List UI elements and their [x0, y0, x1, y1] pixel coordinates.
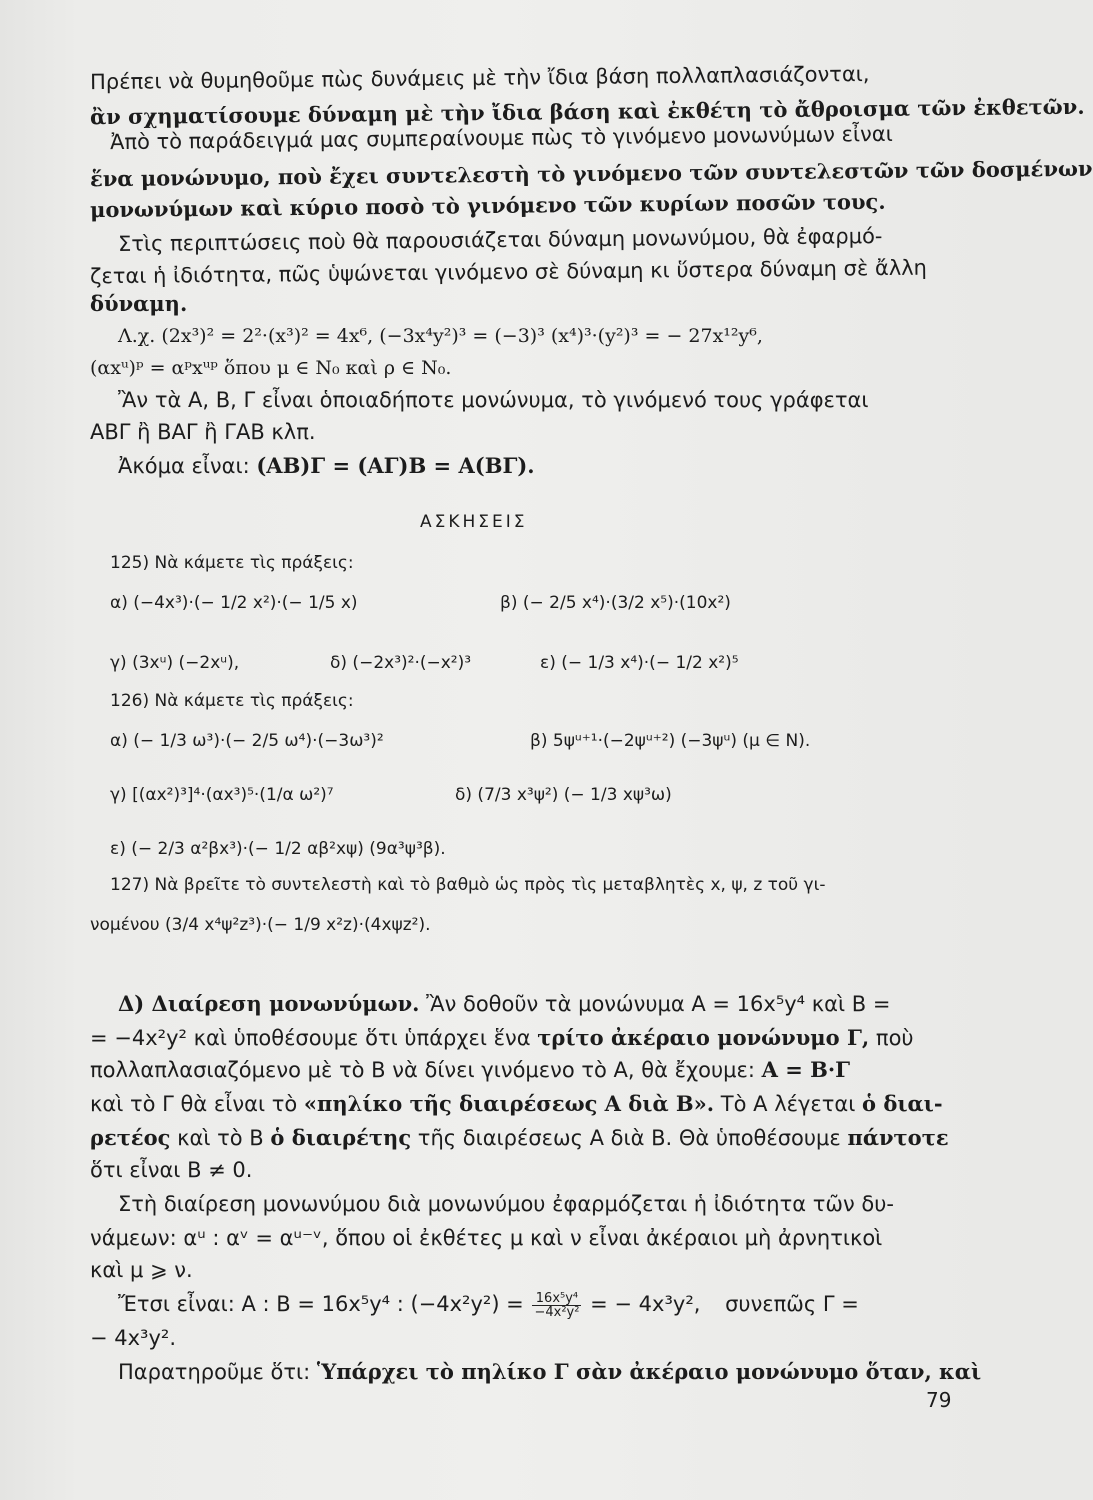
division-line-9: καὶ μ ⩾ ν. [90, 1258, 193, 1282]
intro-line-12: ΑΒΓ ἢ ΒΑΓ ἢ ΓΑΒ κλπ. [90, 420, 316, 444]
division-heading: Δ) Διαίρεση μονωνύμων. [118, 991, 420, 1016]
fraction-denominator: −4x²y² [534, 1304, 580, 1320]
division-line-12-bold: Ὑπάρχει τὸ πηλίκο Γ σὰν ἀκέραιο μονώνυμο ὅταν, καὶ [316, 1359, 982, 1384]
exercise-126-d: δ) (7/3 x³ψ²) (− 1/3 xψ³ω) [455, 785, 672, 805]
division-line-12-text: Παρατηροῦμε ὅτι: [118, 1360, 311, 1384]
exercises-heading: ΑΣΚΗΣΕΙΣ [420, 512, 528, 532]
intro-line-13-formula: (ΑΒ)Γ = (ΑΓ)Β = Α(ΒΓ). [256, 453, 535, 478]
fraction-numerator: 16x⁵y⁴ [532, 1292, 581, 1306]
division-line-4 [90, 1090, 943, 1118]
intro-line-7: ζεται ἡ ἰδιότητα, πῶς ὑψώνεται γινόμενο σὲ δύναμη κι ὕστερα δύναμη σὲ ἄλλη [89, 255, 928, 289]
intro-line-5: μονωνύμων καὶ κύριο ποσὸ τὸ γινόμενο τῶν κυρίων ποσῶν τους. [89, 188, 886, 223]
division-line-5-bold-2: ὁ διαιρέτης [270, 1125, 412, 1150]
division-line-7: Στὴ διαίρεση μονωνύμου διὰ μονωνύμου ἐφαρμόζεται ἡ ἰδιότητα τῶν δυ- [118, 1192, 894, 1216]
division-line-1-text: Ἂν δοθοῦν τὰ μονώνυμα Α = 16x⁵y⁴ καὶ Β = [426, 992, 891, 1016]
intro-line-11: Ἂν τὰ Α, Β, Γ εἶναι ὁποιαδήποτε μονώνυμα, τὸ γινόμενό τους γράφεται [118, 388, 869, 412]
division-line-6: ὅτι εἶναι Β ≠ 0. [90, 1158, 253, 1182]
intro-line-13 [118, 452, 535, 480]
division-fraction [532, 1292, 581, 1319]
intro-line-9: Λ.χ. (2x³)² = 2²·(x³)² = 4x⁶, (−3x⁴y²)³ = (−3)³ (x⁴)³·(y²)³ = − 27x¹²y⁶, [118, 325, 763, 347]
exercise-126-e: ε) (− 2/3 α²βx³)·(− 1/2 αβ²xψ) (9α³ψ³β). [110, 839, 446, 859]
exercise-126-c: γ) [(αx²)³]⁴·(αx³)⁵·(1/α ω²)⁷ [110, 785, 334, 805]
division-line-10-text: Ἔτσι εἶναι: Α : Β = 16x⁵y⁴ : (−4x²y²) = [118, 1292, 524, 1316]
division-line-4-bold-2: ὁ διαι- [862, 1091, 943, 1116]
division-line-5-text-2: τῆς διαιρέσεως Α διὰ Β. Θὰ ὑποθέσουμε [417, 1126, 841, 1150]
division-line-4-bold: «πηλίκο τῆς διαιρέσεως Α διὰ Β». [303, 1091, 715, 1116]
intro-line-2: ἂν σχηματίσουμε δύναμη μὲ τὴν ἴδια βάση καὶ ἐκθέτη τὸ ἄθροισμα τῶν ἐκθετῶν. [89, 93, 1085, 130]
division-line-10-end: συνεπῶς Γ = [725, 1292, 859, 1316]
intro-line-10: (αxᵘ)ᵖ = αᵖxᵘᵖ ὅπου μ ∈ N₀ καὶ ρ ∈ N₀. [90, 357, 452, 379]
exercise-126-b: β) 5ψᵘ⁺¹·(−2ψᵘ⁺²) (−3ψᵘ) (μ ∈ N). [530, 731, 811, 751]
intro-line-3: Ἀπὸ τὸ παράδειγμά μας συμπεραίνουμε πὼς τὸ γινόμενο μονωνύμων εἶναι [109, 121, 893, 155]
division-line-2 [90, 1024, 914, 1052]
exercise-125-title: 125) Νὰ κάμετε τὶς πράξεις: [110, 553, 354, 573]
intro-line-6: Στὶς περιπτώσεις ποὺ θὰ παρουσιάζεται δύναμη μονωνύμου, θὰ ἐφαρμό- [117, 223, 883, 257]
division-line-8: νάμεων: αᵘ : αᵛ = αᵘ⁻ᵛ, ὅπου οἱ ἐκθέτες μ καὶ ν εἶναι ἀκέραιοι μὴ ἀρνητικοὶ [90, 1226, 883, 1250]
division-line-2-end: ποὺ [875, 1026, 914, 1050]
exercise-127-line-2: νομένου (3/4 x⁴ψ²z³)·(− 1/9 x²z)·(4xψz²). [90, 915, 431, 935]
division-line-12 [118, 1358, 981, 1386]
division-line-3-formula: Α = Β·Γ [761, 1057, 851, 1082]
exercise-125-c: γ) (3xᵘ) (−2xᵘ), [110, 653, 240, 673]
division-line-1 [118, 990, 890, 1018]
division-line-4-text: καὶ τὸ Γ θὰ εἶναι τὸ [90, 1092, 298, 1116]
intro-line-1: Πρέπει νὰ θυμηθοῦμε πὼς δυνάμεις μὲ τὴν ἴδια βάση πολλαπλασιάζονται, [89, 61, 870, 95]
intro-line-4: ἕνα μονώνυμο, ποὺ ἔχει συντελεστὴ τὸ γινόμενο τῶν συντελεστῶν τῶν δοσμένων [89, 155, 1093, 192]
exercise-125-e: ε) (− 1/3 x⁴)·(− 1/2 x²)⁵ [540, 653, 739, 673]
exercise-126-a: α) (− 1/3 ω³)·(− 2/5 ω⁴)·(−3ω³)² [110, 731, 384, 751]
division-line-5-bold: ρετέος [90, 1125, 171, 1150]
division-line-10 [118, 1290, 859, 1319]
division-line-3-text: πολλαπλασιαζόμενο μὲ τὸ Β νὰ δίνει γινόμενο τὸ Α, θὰ ἔχουμε: [90, 1058, 755, 1082]
division-line-2-text: = −4x²y² καὶ ὑποθέσουμε ὅτι ὑπάρχει ἕνα [90, 1026, 531, 1050]
division-line-5-bold-3: πάντοτε [847, 1125, 949, 1150]
intro-line-8: δύναμη. [90, 291, 188, 316]
page-number: 79 [926, 1388, 952, 1412]
division-line-2-bold: τρίτο ἀκέραιο μονώνυμο Γ, [537, 1025, 870, 1050]
intro-line-13-text: Ἀκόμα εἶναι: [118, 454, 250, 478]
division-line-5-text: καὶ τὸ Β [177, 1126, 264, 1150]
exercise-125-a: α) (−4x³)·(− 1/2 x²)·(− 1/5 x) [110, 593, 358, 613]
division-line-4-text-2: Τὸ Α λέγεται [720, 1092, 856, 1116]
exercise-126-title: 126) Νὰ κάμετε τὶς πράξεις: [110, 691, 354, 711]
division-line-5 [90, 1124, 949, 1152]
exercise-125-b: β) (− 2/5 x⁴)·(3/2 x⁵)·(10x²) [500, 593, 731, 613]
division-line-3 [90, 1056, 850, 1084]
exercise-125-d: δ) (−2x³)²·(−x²)³ [330, 653, 472, 673]
exercise-127-line-1: 127) Νὰ βρεῖτε τὸ συντελεστὴ καὶ τὸ βαθμὸ ὡς πρὸς τὶς μεταβλητὲς x, ψ, z τοῦ γι- [110, 875, 826, 895]
division-line-10-result: = − 4x³y², [590, 1292, 701, 1316]
division-line-11: − 4x³y². [90, 1326, 176, 1350]
